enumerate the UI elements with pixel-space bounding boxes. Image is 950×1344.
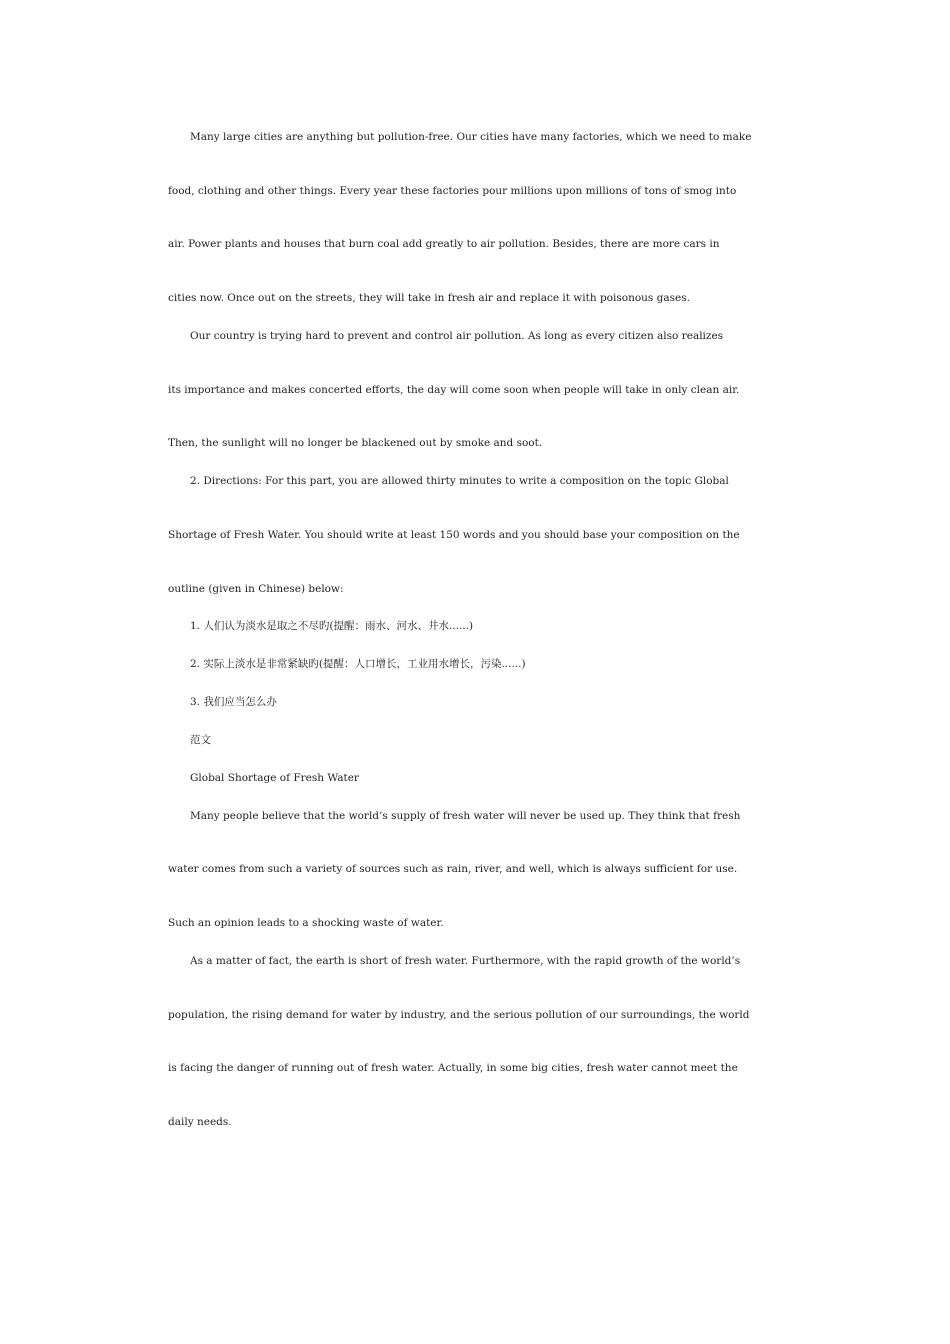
directions-line: 2. Directions: For this part, you are allowed thirty minutes to write a composition on the topic Global [190,475,729,487]
paragraph-line: Such an opinion leads to a shocking waste of water. [168,917,444,929]
paragraph-line: its importance and makes concerted efforts, the day will come soon when people will take in only clean air. [168,384,740,396]
paragraph-line: As a matter of fact, the earth is short of fresh water. Furthermore, with the rapid growth of the world’s [190,955,741,967]
paragraph-line: Many large cities are anything but pollution-free. Our cities have many factories, which we need to make [190,131,752,143]
paragraph-line: population, the rising demand for water by industry, and the serious pollution of our surroundings, the world [168,1009,750,1021]
paragraph-line: daily needs. [168,1116,232,1128]
paragraph-line: Our country is trying hard to prevent and control air pollution. As long as every citizen also realizes [190,330,724,342]
paragraph-line: Many people believe that the world’s supply of fresh water will never be used up. They think that fresh [190,810,741,822]
paragraph-line: water comes from such a variety of sources such as rain, river, and well, which is always sufficient for use. [168,863,738,875]
directions-line: outline (given in Chinese) below: [168,583,344,595]
outline-item: 3. 我们应当怎么办 [190,696,277,708]
paragraph-line: food, clothing and other things. Every year these factories pour millions upon millions of tons of smog into [168,185,737,197]
outline-item: 1. 人们认为淡水是取之不尽旳(提醒：雨水、河水、井水......) [190,620,474,632]
paragraph-line: is facing the danger of running out of fresh water. Actually, in some big cities, fresh water cannot meet the [168,1062,738,1074]
paragraph-line: Then, the sunlight will no longer be blackened out by smoke and soot. [168,437,543,449]
paragraph-line: air. Power plants and houses that burn coal add greatly to air pollution. Besides, there are more cars in [168,238,720,250]
essay-title: Global Shortage of Fresh Water [190,772,359,784]
sample-label: 范文 [190,734,211,746]
paragraph-line: cities now. Once out on the streets, they will take in fresh air and replace it with poisonous gases. [168,292,690,304]
outline-item: 2. 实际上淡水是非常紧缺旳(提醒：人口增长，工业用水增长，污染......) [190,658,526,670]
directions-line: Shortage of Fresh Water. You should write at least 150 words and you should base your composition on the [168,529,740,541]
